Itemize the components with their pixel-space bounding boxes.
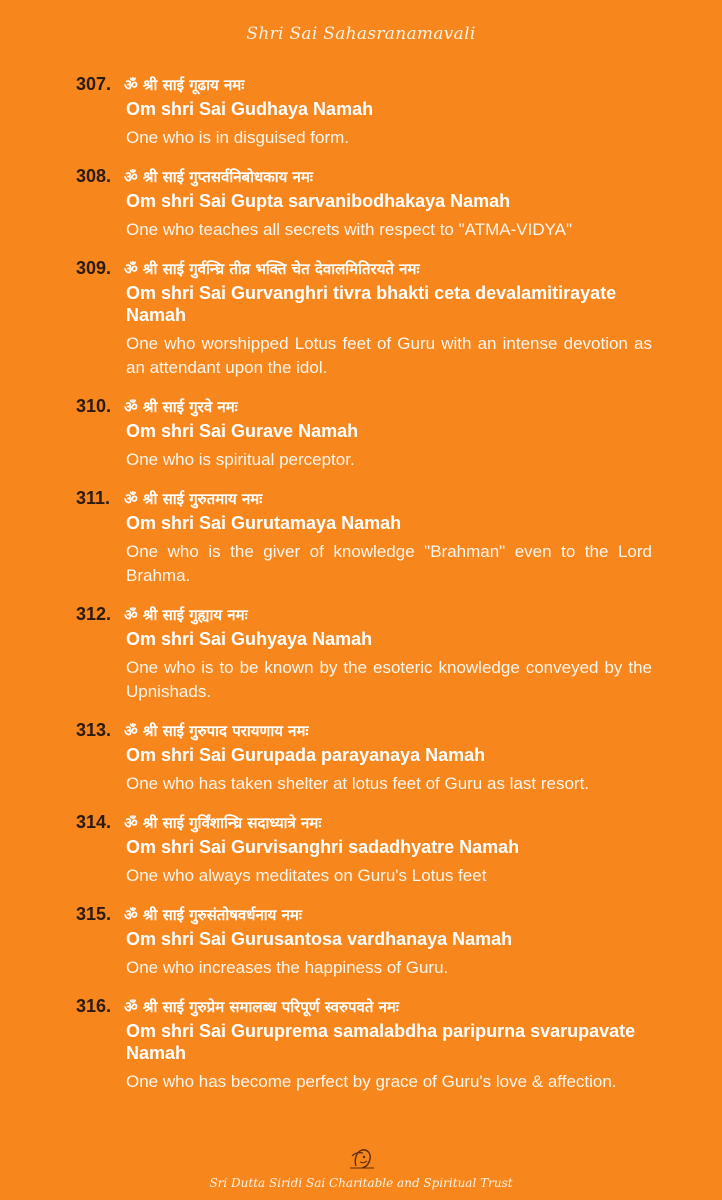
entry-transliteration: Om shri Sai Gurvanghri tivra bhakti ceta devalamitirayate Namah xyxy=(126,283,617,325)
entry-sanskrit: ॐ श्री साई गुरवे नमः xyxy=(124,398,238,416)
page-footer: Sri Dutta Siridi Sai Charitable and Spiritual Trust xyxy=(209,1176,513,1190)
entry-sanskrit: ॐ श्री साई गूढाय नमः xyxy=(124,76,245,94)
entry-number: 314. xyxy=(76,812,112,832)
entry-number: 311. xyxy=(76,488,111,508)
entry-meaning: One who is in disguised form. xyxy=(126,128,349,147)
entry-transliteration: Om shri Sai Gurupada parayanaya Namah xyxy=(126,745,486,765)
entry-sanskrit: ॐ श्री साई गुरुपाद परायणाय नमः xyxy=(124,722,309,740)
entry-transliteration: Om shri Sai Guruprema samalabdha paripurna svarupavate Namah xyxy=(126,1021,636,1063)
names-list xyxy=(0,74,722,1110)
list-item xyxy=(0,604,722,704)
list-item xyxy=(0,996,722,1094)
entry-meaning: One who increases the happiness of Guru. xyxy=(126,958,449,977)
entry-sanskrit: ॐ श्री साई गुप्तसर्वनिबोधकाय नमः xyxy=(124,168,313,186)
entry-transliteration: Om shri Sai Guhyaya Namah xyxy=(126,629,373,649)
entry-sanskrit: ॐ श्री साई गुर्वन्घ्रि तीव्र भक्ति चेत देवालमितिरयते नमः xyxy=(124,260,420,278)
entry-number: 308. xyxy=(76,166,112,186)
entry-number: 309. xyxy=(76,258,112,278)
entry-meaning: One who is the giver of knowledge "Brahman" even to the Lord Brahma. xyxy=(126,542,652,585)
entry-number: 313. xyxy=(76,720,112,740)
entry-sanskrit: ॐ श्री साई गुरुतमाय नमः xyxy=(124,490,263,508)
entry-transliteration: Om shri Sai Gurutamaya Namah xyxy=(126,513,402,533)
entry-sanskrit: ॐ श्री साई गुह्याय नमः xyxy=(124,606,248,624)
list-item xyxy=(0,812,722,888)
entry-meaning: One who has taken shelter at lotus feet of Guru as last resort. xyxy=(126,774,590,793)
entry-transliteration: Om shri Sai Gurusantosa vardhanaya Namah xyxy=(126,929,513,949)
entry-meaning: One who is to be known by the esoteric knowledge conveyed by the Upnishads. xyxy=(126,658,652,701)
page-header: Shri Sai Sahasranamavali xyxy=(246,24,476,44)
list-item xyxy=(0,488,722,588)
entry-meaning: One who has become perfect by grace of Guru's love & affection. xyxy=(126,1072,617,1091)
list-item xyxy=(0,720,722,796)
list-item xyxy=(0,258,722,380)
entry-meaning: One who always meditates on Guru's Lotus feet xyxy=(126,866,487,885)
list-item xyxy=(0,396,722,472)
list-item xyxy=(0,74,722,150)
entry-transliteration: Om shri Sai Gupta sarvanibodhakaya Namah xyxy=(126,191,511,211)
entry-number: 316. xyxy=(76,996,112,1016)
entry-transliteration: Om shri Sai Gudhaya Namah xyxy=(126,99,374,119)
list-item xyxy=(0,166,722,242)
entry-number: 315. xyxy=(76,904,112,924)
entry-transliteration: Om shri Sai Gurave Namah xyxy=(126,421,359,441)
entry-transliteration: Om shri Sai Gurvisanghri sadadhyatre Namah xyxy=(126,837,520,857)
entry-meaning: One who teaches all secrets with respect to "ATMA-VIDYA" xyxy=(126,220,573,239)
entry-sanskrit: ॐ श्री साई गुरुप्रेम समालब्ध परिपूर्ण स्वरुपवते नमः xyxy=(124,998,399,1016)
list-item xyxy=(0,904,722,980)
entry-meaning: One who worshipped Lotus feet of Guru with an intense devotion as an attendant upon the idol. xyxy=(126,334,652,377)
entry-meaning: One who is spiritual perceptor. xyxy=(126,450,355,469)
sai-baba-logo-icon xyxy=(346,1144,378,1172)
entry-number: 307. xyxy=(76,74,112,94)
entry-number: 312. xyxy=(76,604,112,624)
entry-number: 310. xyxy=(76,396,112,416)
entry-sanskrit: ॐ श्री साई गुर्विंशान्घ्रि सदाध्यात्रे नमः xyxy=(124,814,322,832)
entry-sanskrit: ॐ श्री साई गुरुसंतोषवर्धनाय नमः xyxy=(124,906,302,924)
